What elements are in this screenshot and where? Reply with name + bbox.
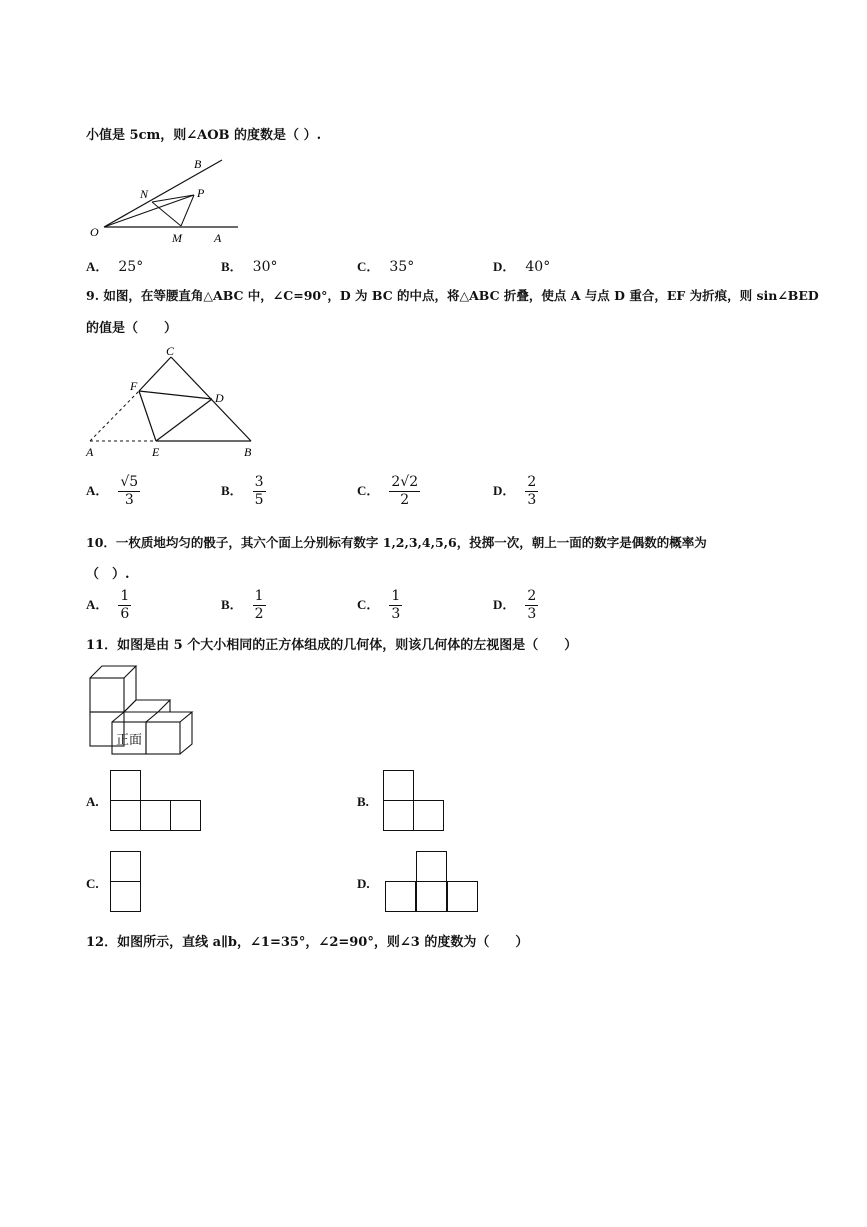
segment-pm bbox=[181, 195, 194, 226]
q8-stem-tail: 小值是 5cm，则∠AOB 的度数是（ ）. bbox=[86, 128, 322, 143]
q11-option-c[interactable]: C. bbox=[86, 876, 99, 891]
label-b: B bbox=[244, 445, 252, 459]
q9-option-c[interactable]: C． $\frac{2√2}{2}$ bbox=[357, 474, 419, 508]
label-p: P bbox=[197, 186, 205, 200]
fraction: $\frac{1}{3}$ bbox=[391, 588, 401, 622]
fold-ef bbox=[139, 391, 156, 441]
q9-figure bbox=[84, 343, 259, 461]
q11-stem: 11．如图是由 5 个大小相同的正方体组成的几何体，则该几何体的左视图是（ ） bbox=[86, 638, 578, 653]
q11-solid-figure bbox=[86, 660, 196, 758]
label-f: F bbox=[130, 379, 138, 393]
label-c: C bbox=[166, 344, 175, 358]
q11-option-b-view bbox=[383, 770, 445, 832]
label-a: A bbox=[86, 445, 94, 459]
fraction: $\frac{2}{3}$ bbox=[527, 474, 537, 508]
q9-option-a[interactable]: A． $\frac{√5}{3}$ bbox=[86, 474, 139, 508]
dashed-af bbox=[90, 391, 139, 441]
label-e: E bbox=[152, 445, 160, 459]
q8-option-b[interactable]: B． 30° bbox=[221, 259, 278, 275]
q11-option-b[interactable]: B. bbox=[357, 794, 369, 809]
q12-stem: 12．如图所示，直线 a∥b，∠1=35°，∠2=90°，则∠3 的度数为（ ） bbox=[86, 935, 529, 950]
q9-stem-line2: 的值是（ ） bbox=[86, 321, 178, 336]
q10-stem-line1: 10．一枚质地均匀的骰子，其六个面上分别标有数字 1,2,3,4,5,6，投掷一次，朝上一面的数字是偶数的概率为 bbox=[86, 535, 707, 550]
fraction: $\frac{2}{3}$ bbox=[527, 588, 537, 622]
fraction: $\frac{1}{6}$ bbox=[120, 588, 130, 622]
q8-option-d[interactable]: D． 40° bbox=[493, 259, 551, 275]
fraction: $\frac{3}{5}$ bbox=[254, 474, 264, 508]
q8-option-c[interactable]: C． 35° bbox=[357, 259, 415, 275]
label-d: D bbox=[215, 391, 224, 405]
q10-option-a[interactable]: A． $\frac{1}{6}$ bbox=[86, 588, 130, 622]
q8-option-a[interactable]: A． 25° bbox=[86, 259, 144, 275]
front-face-label: 正面 bbox=[116, 733, 143, 748]
q8-figure bbox=[86, 152, 251, 247]
q10-option-d[interactable]: D． $\frac{2}{3}$ bbox=[493, 588, 537, 622]
segment-nm bbox=[152, 202, 181, 226]
segment-op bbox=[104, 195, 194, 227]
q10-option-b[interactable]: B． $\frac{1}{2}$ bbox=[221, 588, 264, 622]
fraction: $\frac{2√2}{2}$ bbox=[391, 474, 419, 508]
label-b: B bbox=[194, 157, 202, 171]
label-o: O bbox=[90, 225, 99, 239]
q9-option-d[interactable]: D． $\frac{2}{3}$ bbox=[493, 474, 537, 508]
label-a: A bbox=[214, 231, 222, 245]
q11-option-d-view bbox=[385, 851, 479, 913]
q9-option-b[interactable]: B． $\frac{3}{5}$ bbox=[221, 474, 264, 508]
label-m: M bbox=[172, 231, 182, 245]
segment-ed bbox=[156, 399, 212, 441]
label-n: N bbox=[140, 187, 149, 201]
fraction: $\frac{1}{2}$ bbox=[254, 588, 264, 622]
q11-option-a-view bbox=[110, 770, 203, 832]
q10-stem-line2: （ ）. bbox=[86, 567, 130, 582]
segment-fd bbox=[139, 391, 212, 399]
fraction: $\frac{√5}{3}$ bbox=[120, 474, 139, 508]
q11-option-d[interactable]: D. bbox=[357, 876, 370, 891]
q11-option-c-view bbox=[110, 851, 142, 913]
q9-stem-line1: 9. 如图，在等腰直角△ABC 中，∠C=90°，D 为 BC 的中点，将△ABC 折叠，使点 A 与点 D 重合，EF 为折痕，则 sin∠BED bbox=[86, 288, 819, 303]
side-fc bbox=[139, 357, 171, 391]
q11-option-a[interactable]: A. bbox=[86, 794, 99, 809]
q10-option-c[interactable]: C． $\frac{1}{3}$ bbox=[357, 588, 401, 622]
